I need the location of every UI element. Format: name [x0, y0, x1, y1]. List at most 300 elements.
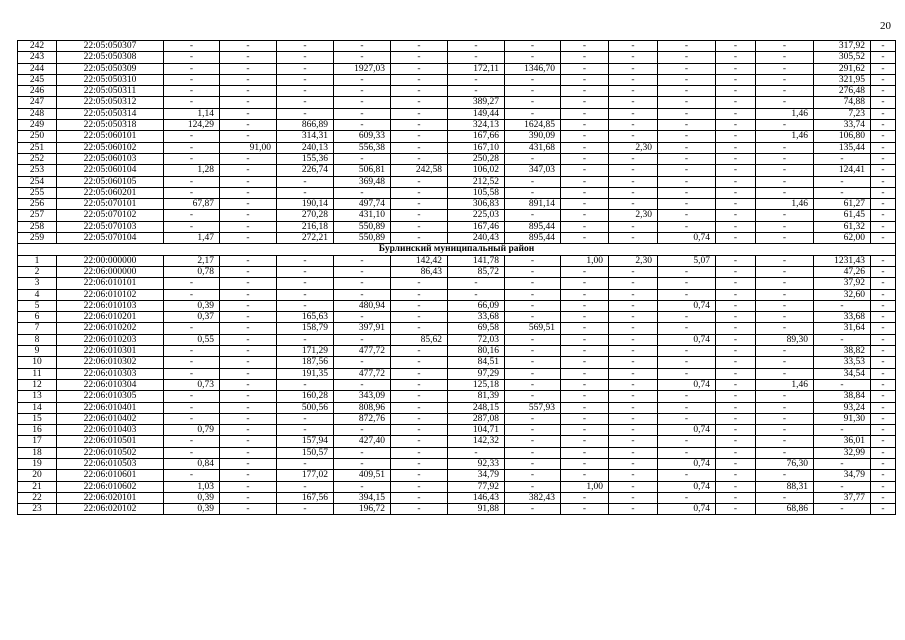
value-cell: 1,46: [756, 131, 814, 142]
value-cell: -: [505, 176, 561, 187]
value-cell: -: [658, 108, 716, 119]
value-cell: -: [609, 97, 658, 108]
cadastral-code-cell: 22:06:010502: [57, 447, 164, 458]
value-cell: -: [871, 492, 896, 503]
value-cell: 0,79: [164, 425, 220, 436]
value-cell: -: [871, 289, 896, 300]
value-cell: -: [756, 74, 814, 85]
value-cell: -: [220, 199, 277, 210]
cadastral-code-cell: 22:05:060105: [57, 176, 164, 187]
value-cell: -: [220, 41, 277, 52]
row-number-cell: 257: [18, 210, 57, 221]
value-cell: -: [164, 74, 220, 85]
row-number-cell: 1: [18, 255, 57, 266]
row-number-cell: 244: [18, 63, 57, 74]
value-cell: -: [561, 176, 609, 187]
value-cell: 88,31: [756, 481, 814, 492]
value-cell: -: [391, 470, 448, 481]
value-cell: -: [391, 187, 448, 198]
value-cell: -: [505, 278, 561, 289]
value-cell: 149,44: [448, 108, 505, 119]
table-row: [18, 120, 896, 131]
table-row: [18, 447, 896, 458]
value-cell: -: [871, 142, 896, 153]
value-cell: -: [505, 74, 561, 85]
value-cell: -: [505, 357, 561, 368]
value-cell: -: [220, 278, 277, 289]
value-cell: -: [716, 74, 756, 85]
value-cell: -: [609, 436, 658, 447]
value-cell: -: [609, 278, 658, 289]
value-cell: -: [164, 357, 220, 368]
value-cell: -: [609, 187, 658, 198]
value-cell: -: [609, 63, 658, 74]
value-cell: -: [277, 300, 334, 311]
value-cell: -: [716, 492, 756, 503]
value-cell: -: [609, 357, 658, 368]
cadastral-code-cell: 22:05:060102: [57, 142, 164, 153]
value-cell: -: [561, 300, 609, 311]
value-cell: -: [164, 413, 220, 424]
value-cell: -: [658, 357, 716, 368]
value-cell: -: [334, 86, 391, 97]
cadastral-code-cell: 22:06:010102: [57, 289, 164, 300]
value-cell: -: [220, 481, 277, 492]
table-row: [18, 41, 896, 52]
value-cell: -: [871, 346, 896, 357]
value-cell: -: [391, 176, 448, 187]
value-cell: -: [756, 266, 814, 277]
value-cell: -: [658, 52, 716, 63]
value-cell: -: [871, 266, 896, 277]
row-number-cell: 9: [18, 346, 57, 357]
cadastral-code-cell: 22:06:010501: [57, 436, 164, 447]
value-cell: -: [334, 41, 391, 52]
value-cell: -: [658, 266, 716, 277]
row-number-cell: 245: [18, 74, 57, 85]
row-number-cell: 21: [18, 481, 57, 492]
value-cell: -: [609, 425, 658, 436]
value-cell: 187,56: [277, 357, 334, 368]
value-cell: -: [716, 108, 756, 119]
value-cell: -: [505, 425, 561, 436]
value-cell: 62,00: [814, 233, 871, 244]
cadastral-code-cell: 22:05:070103: [57, 221, 164, 232]
value-cell: 609,33: [334, 131, 391, 142]
value-cell: -: [561, 86, 609, 97]
table-row: [18, 221, 896, 232]
value-cell: -: [871, 470, 896, 481]
value-cell: 106,80: [814, 131, 871, 142]
value-cell: -: [561, 458, 609, 469]
value-cell: -: [756, 97, 814, 108]
value-cell: -: [391, 74, 448, 85]
page-number: 20: [880, 20, 891, 32]
value-cell: 0,74: [658, 504, 716, 515]
value-cell: 61,45: [814, 210, 871, 221]
value-cell: -: [334, 289, 391, 300]
value-cell: -: [756, 492, 814, 503]
value-cell: -: [505, 300, 561, 311]
value-cell: -: [756, 278, 814, 289]
row-number-cell: 20: [18, 470, 57, 481]
value-cell: -: [391, 108, 448, 119]
value-cell: -: [658, 153, 716, 164]
value-cell: 1,28: [164, 165, 220, 176]
value-cell: -: [814, 458, 871, 469]
table-row: [18, 165, 896, 176]
value-cell: 1,46: [756, 199, 814, 210]
cadastral-code-cell: 22:06:010301: [57, 346, 164, 357]
value-cell: -: [164, 402, 220, 413]
value-cell: -: [609, 52, 658, 63]
cadastral-code-cell: 22:00:000000: [57, 255, 164, 266]
value-cell: -: [277, 74, 334, 85]
value-cell: 306,83: [448, 199, 505, 210]
value-cell: -: [814, 300, 871, 311]
value-cell: 272,21: [277, 233, 334, 244]
value-cell: 477,72: [334, 368, 391, 379]
value-cell: 172,11: [448, 63, 505, 74]
value-cell: -: [391, 289, 448, 300]
value-cell: -: [561, 278, 609, 289]
value-cell: -: [871, 458, 896, 469]
value-cell: -: [658, 41, 716, 52]
value-cell: 324,13: [448, 120, 505, 131]
value-cell: -: [609, 334, 658, 345]
value-cell: -: [391, 312, 448, 323]
value-cell: -: [756, 300, 814, 311]
value-cell: -: [716, 153, 756, 164]
cadastral-code-cell: 22:05:050308: [57, 52, 164, 63]
cadastral-code-cell: 22:06:010302: [57, 357, 164, 368]
value-cell: 141,78: [448, 255, 505, 266]
value-cell: -: [164, 97, 220, 108]
value-cell: -: [391, 278, 448, 289]
value-cell: -: [220, 312, 277, 323]
value-cell: -: [505, 255, 561, 266]
value-cell: -: [716, 413, 756, 424]
value-cell: 248,15: [448, 402, 505, 413]
value-cell: -: [871, 210, 896, 221]
value-cell: -: [609, 391, 658, 402]
value-cell: 1346,70: [505, 63, 561, 74]
value-cell: -: [814, 379, 871, 390]
row-number-cell: 5: [18, 300, 57, 311]
cadastral-code-cell: 22:05:050311: [57, 86, 164, 97]
value-cell: -: [756, 63, 814, 74]
value-cell: 89,30: [756, 334, 814, 345]
value-cell: -: [716, 323, 756, 334]
table-row: [18, 266, 896, 277]
value-cell: 287,08: [448, 413, 505, 424]
value-cell: 0,74: [658, 233, 716, 244]
value-cell: 0,84: [164, 458, 220, 469]
value-cell: -: [871, 300, 896, 311]
value-cell: 270,28: [277, 210, 334, 221]
value-cell: -: [609, 504, 658, 515]
value-cell: -: [658, 187, 716, 198]
value-cell: -: [220, 221, 277, 232]
value-cell: -: [220, 458, 277, 469]
cadastral-code-cell: 22:05:060104: [57, 165, 164, 176]
table-row: [18, 323, 896, 334]
row-number-cell: 243: [18, 52, 57, 63]
value-cell: -: [505, 334, 561, 345]
value-cell: -: [561, 323, 609, 334]
value-cell: 212,52: [448, 176, 505, 187]
value-cell: 38,84: [814, 391, 871, 402]
value-cell: 7,23: [814, 108, 871, 119]
value-cell: -: [391, 323, 448, 334]
value-cell: 895,44: [505, 221, 561, 232]
value-cell: 86,43: [391, 266, 448, 277]
value-cell: -: [277, 63, 334, 74]
cadastral-code-cell: 22:06:010103: [57, 300, 164, 311]
value-cell: -: [334, 357, 391, 368]
value-cell: -: [164, 368, 220, 379]
value-cell: -: [505, 379, 561, 390]
row-number-cell: 6: [18, 312, 57, 323]
value-cell: -: [561, 120, 609, 131]
value-cell: -: [220, 402, 277, 413]
value-cell: -: [561, 63, 609, 74]
value-cell: -: [871, 357, 896, 368]
value-cell: -: [716, 425, 756, 436]
value-cell: -: [277, 481, 334, 492]
value-cell: -: [164, 86, 220, 97]
value-cell: 2,17: [164, 255, 220, 266]
value-cell: 125,18: [448, 379, 505, 390]
table-row: [18, 233, 896, 244]
value-cell: 1,46: [756, 108, 814, 119]
value-cell: -: [609, 312, 658, 323]
value-cell: -: [814, 504, 871, 515]
value-cell: 866,89: [277, 120, 334, 131]
value-cell: -: [609, 481, 658, 492]
value-cell: 431,68: [505, 142, 561, 153]
value-cell: -: [164, 346, 220, 357]
cadastral-code-cell: 22:05:060201: [57, 187, 164, 198]
value-cell: 157,94: [277, 436, 334, 447]
value-cell: -: [391, 131, 448, 142]
value-cell: -: [658, 436, 716, 447]
value-cell: -: [871, 312, 896, 323]
table-row: [18, 346, 896, 357]
value-cell: -: [220, 346, 277, 357]
value-cell: 500,56: [277, 402, 334, 413]
value-cell: -: [334, 97, 391, 108]
row-number-cell: 19: [18, 458, 57, 469]
table-row: [18, 413, 896, 424]
value-cell: 497,74: [334, 199, 391, 210]
value-cell: -: [505, 413, 561, 424]
value-cell: -: [391, 153, 448, 164]
table-row: [18, 289, 896, 300]
value-cell: 31,64: [814, 323, 871, 334]
value-cell: -: [561, 436, 609, 447]
value-cell: -: [658, 312, 716, 323]
value-cell: 240,43: [448, 233, 505, 244]
cadastral-code-cell: 22:06:010304: [57, 379, 164, 390]
section-header-row: [18, 244, 896, 255]
value-cell: 321,95: [814, 74, 871, 85]
value-cell: -: [220, 413, 277, 424]
row-number-cell: 11: [18, 368, 57, 379]
table-row: [18, 210, 896, 221]
value-cell: -: [391, 300, 448, 311]
value-cell: 33,68: [814, 312, 871, 323]
cadastral-code-cell: 22:06:020101: [57, 492, 164, 503]
table-row: [18, 52, 896, 63]
value-cell: 0,74: [658, 334, 716, 345]
value-cell: -: [871, 187, 896, 198]
row-number-cell: 256: [18, 199, 57, 210]
value-cell: -: [756, 165, 814, 176]
value-cell: -: [277, 334, 334, 345]
value-cell: -: [505, 346, 561, 357]
value-cell: 34,79: [448, 470, 505, 481]
value-cell: -: [220, 233, 277, 244]
value-cell: -: [277, 52, 334, 63]
value-cell: -: [391, 368, 448, 379]
table-row: [18, 357, 896, 368]
value-cell: 158,79: [277, 323, 334, 334]
value-cell: -: [391, 391, 448, 402]
value-cell: -: [448, 52, 505, 63]
value-cell: -: [561, 233, 609, 244]
value-cell: -: [334, 312, 391, 323]
value-cell: 427,40: [334, 436, 391, 447]
value-cell: -: [609, 266, 658, 277]
table-row: [18, 300, 896, 311]
value-cell: -: [391, 458, 448, 469]
value-cell: -: [756, 447, 814, 458]
value-cell: -: [220, 425, 277, 436]
value-cell: -: [505, 52, 561, 63]
value-cell: -: [277, 379, 334, 390]
value-cell: -: [716, 233, 756, 244]
value-cell: -: [814, 153, 871, 164]
value-cell: -: [448, 289, 505, 300]
value-cell: -: [277, 255, 334, 266]
value-cell: 2,30: [609, 255, 658, 266]
value-cell: -: [609, 74, 658, 85]
value-cell: 0,74: [658, 379, 716, 390]
cadastral-code-cell: 22:06:010303: [57, 368, 164, 379]
value-cell: 74,88: [814, 97, 871, 108]
value-cell: -: [658, 391, 716, 402]
value-cell: -: [164, 289, 220, 300]
value-cell: -: [220, 187, 277, 198]
value-cell: -: [448, 447, 505, 458]
value-cell: 5,07: [658, 255, 716, 266]
cadastral-code-cell: 22:05:050312: [57, 97, 164, 108]
value-cell: -: [391, 233, 448, 244]
value-cell: -: [164, 142, 220, 153]
value-cell: 190,14: [277, 199, 334, 210]
value-cell: -: [448, 41, 505, 52]
value-cell: -: [716, 447, 756, 458]
value-cell: -: [716, 379, 756, 390]
row-number-cell: 14: [18, 402, 57, 413]
value-cell: -: [561, 447, 609, 458]
value-cell: 569,51: [505, 323, 561, 334]
value-cell: -: [505, 481, 561, 492]
value-cell: 242,58: [391, 165, 448, 176]
value-cell: 506,81: [334, 165, 391, 176]
value-cell: -: [277, 289, 334, 300]
cadastral-code-cell: 22:06:010203: [57, 334, 164, 345]
value-cell: -: [871, 233, 896, 244]
value-cell: 91,30: [814, 413, 871, 424]
value-cell: 167,10: [448, 142, 505, 153]
value-cell: -: [561, 504, 609, 515]
cadastral-code-cell: 22:05:060103: [57, 153, 164, 164]
table-row: [18, 492, 896, 503]
cadastral-code-cell: 22:05:070104: [57, 233, 164, 244]
value-cell: -: [871, 165, 896, 176]
value-cell: -: [561, 425, 609, 436]
value-cell: -: [220, 255, 277, 266]
value-cell: -: [561, 289, 609, 300]
value-cell: -: [756, 425, 814, 436]
value-cell: -: [334, 458, 391, 469]
value-cell: -: [561, 97, 609, 108]
value-cell: -: [756, 142, 814, 153]
value-cell: -: [716, 41, 756, 52]
value-cell: -: [220, 131, 277, 142]
value-cell: -: [391, 346, 448, 357]
value-cell: -: [716, 210, 756, 221]
value-cell: -: [814, 334, 871, 345]
value-cell: 0,39: [164, 492, 220, 503]
table-row: [18, 470, 896, 481]
value-cell: -: [561, 402, 609, 413]
value-cell: 165,63: [277, 312, 334, 323]
value-cell: -: [505, 368, 561, 379]
value-cell: 276,48: [814, 86, 871, 97]
value-cell: 1927,03: [334, 63, 391, 74]
value-cell: -: [448, 86, 505, 97]
value-cell: -: [277, 413, 334, 424]
table-row: [18, 436, 896, 447]
value-cell: -: [756, 86, 814, 97]
value-cell: -: [716, 187, 756, 198]
table-row: [18, 153, 896, 164]
value-cell: -: [391, 481, 448, 492]
row-number-cell: 250: [18, 131, 57, 142]
value-cell: -: [871, 481, 896, 492]
value-cell: -: [220, 63, 277, 74]
value-cell: -: [609, 300, 658, 311]
value-cell: -: [814, 481, 871, 492]
value-cell: -: [716, 86, 756, 97]
value-cell: -: [164, 153, 220, 164]
value-cell: -: [448, 278, 505, 289]
value-cell: 1624,85: [505, 120, 561, 131]
value-cell: -: [716, 368, 756, 379]
cadastral-code-cell: 22:06:020102: [57, 504, 164, 515]
value-cell: 305,52: [814, 52, 871, 63]
value-cell: -: [756, 153, 814, 164]
value-cell: -: [716, 300, 756, 311]
value-cell: -: [505, 391, 561, 402]
value-cell: 343,09: [334, 391, 391, 402]
value-cell: -: [871, 131, 896, 142]
value-cell: -: [391, 63, 448, 74]
table-row: [18, 504, 896, 515]
